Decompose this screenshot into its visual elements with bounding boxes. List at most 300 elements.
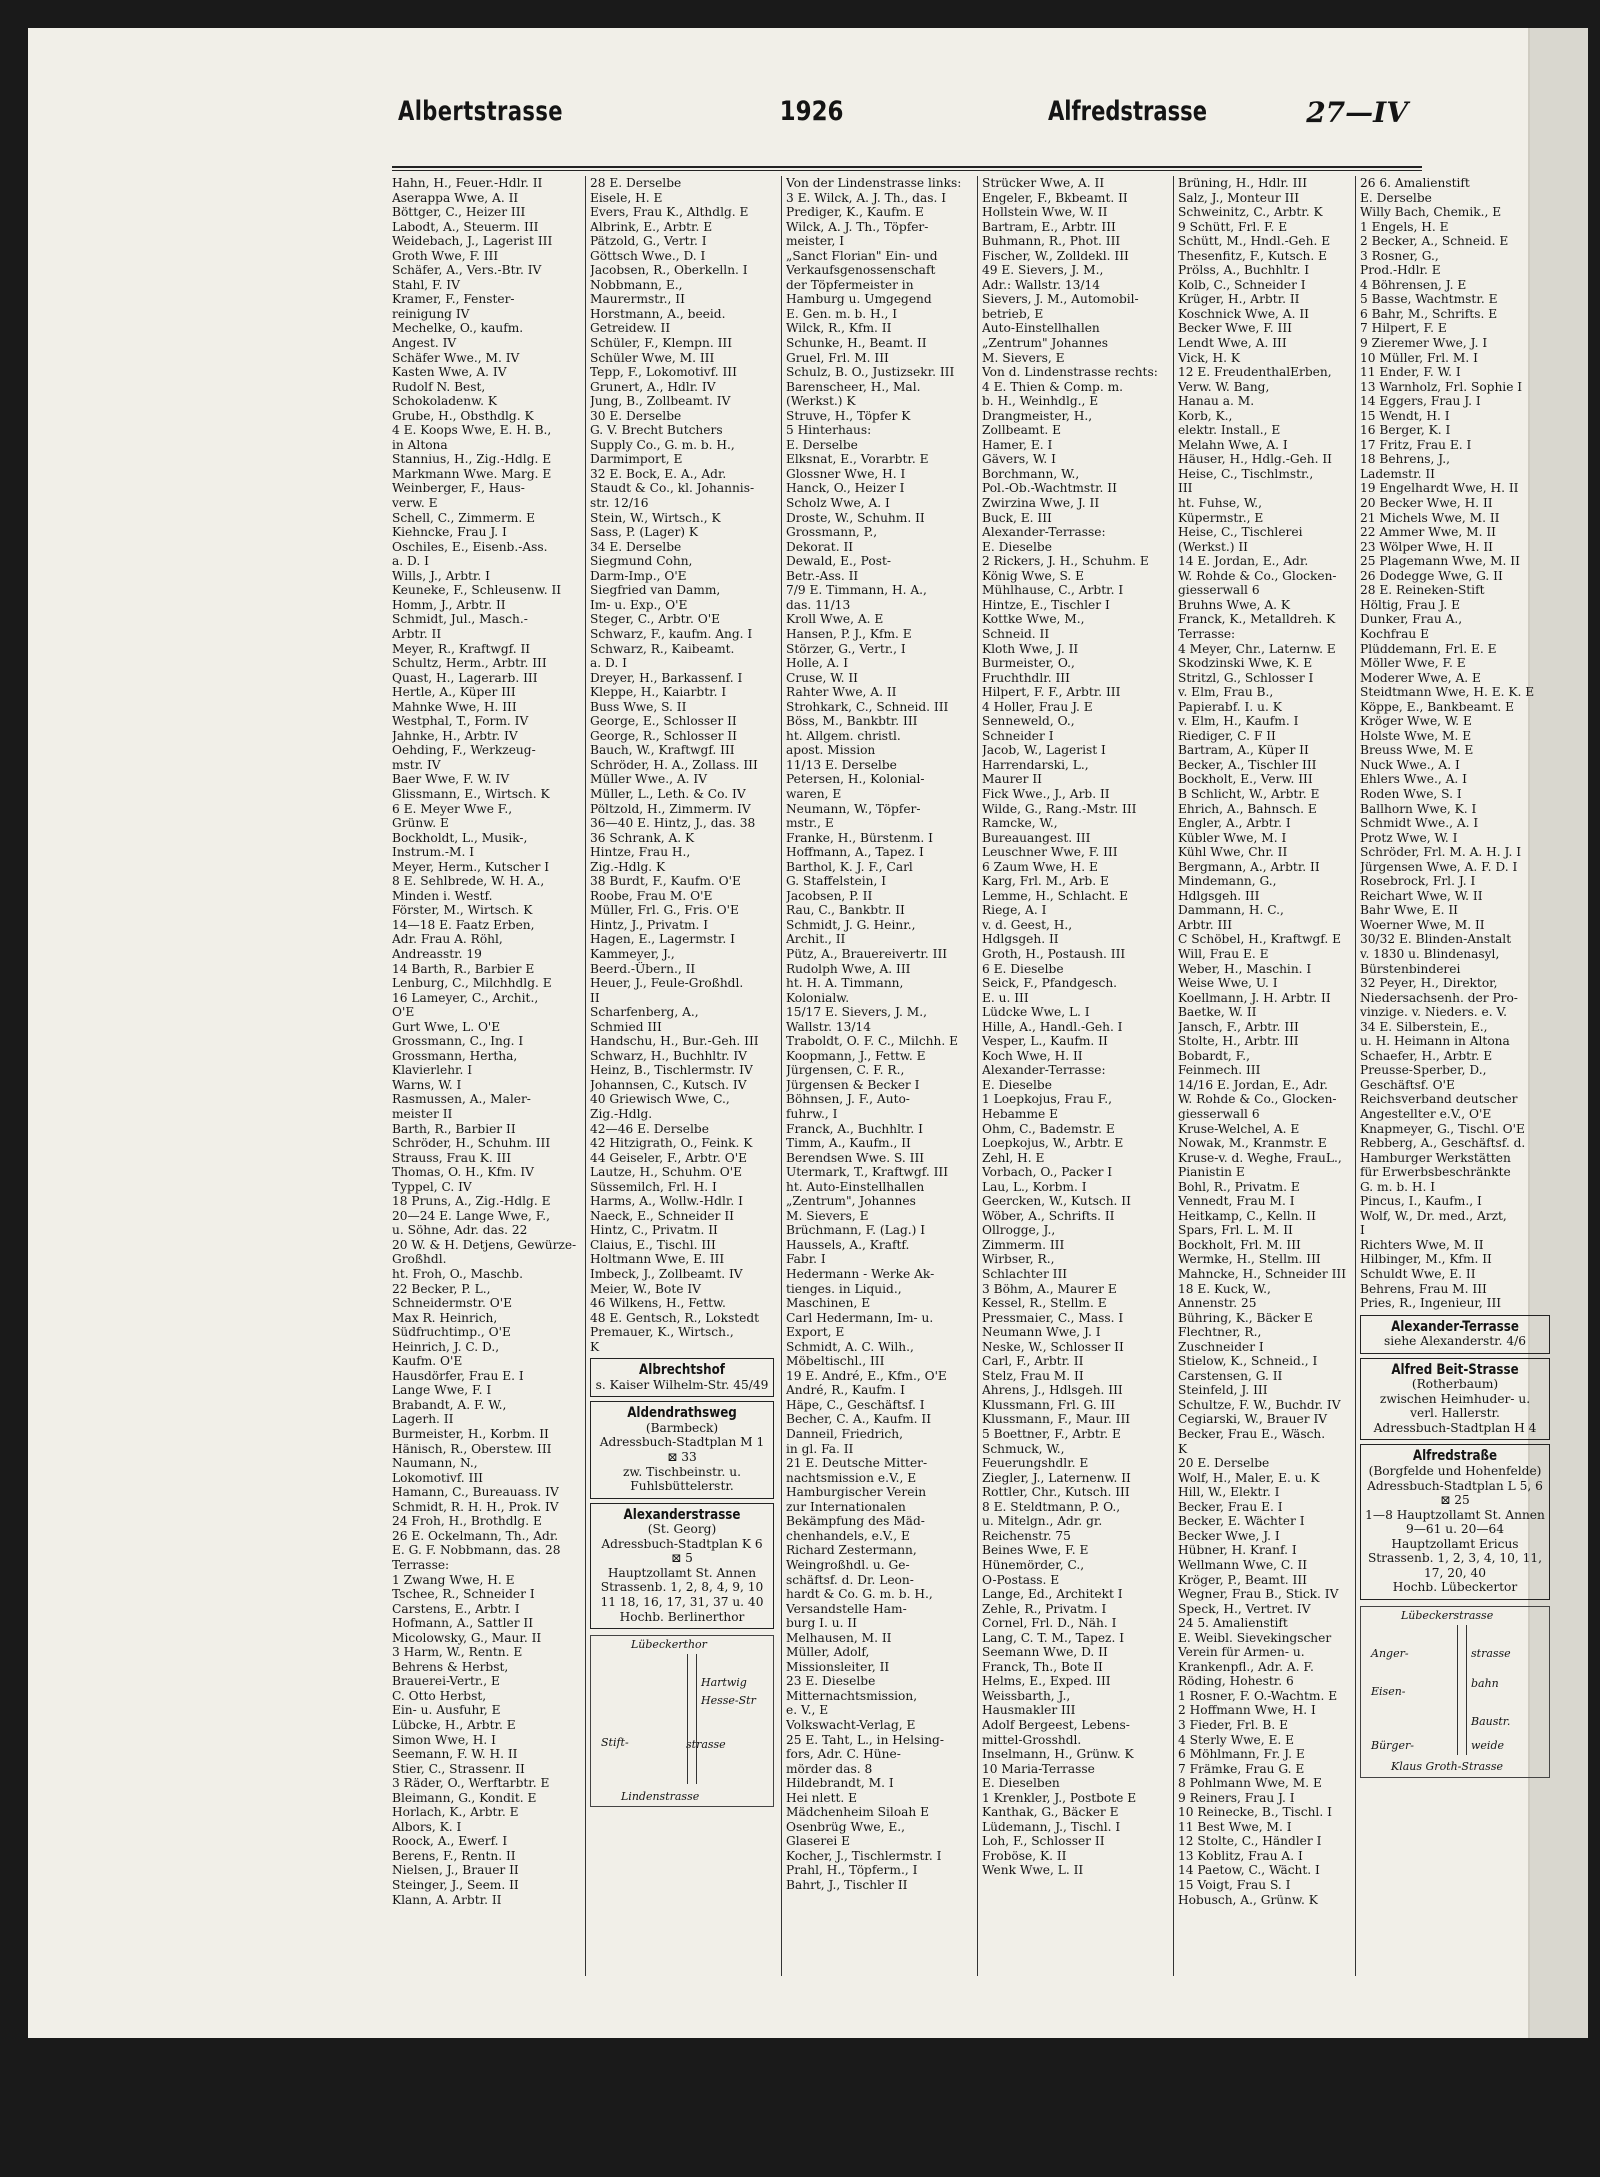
directory-entry: Verkaufsgenossenschaft [786, 263, 936, 278]
directory-entry: Behrens & Herbst, [392, 1659, 509, 1674]
directory-entry: Kramer, F., Fenster- [392, 292, 515, 307]
directory-entry: ht. Auto-Einstellhallen [786, 1179, 925, 1194]
directory-entry: Holtmann Wwe, E. III [590, 1252, 725, 1267]
directory-entry: 19 E. André, E., Kfm., O'E [786, 1368, 947, 1383]
directory-entry: Koschnick Wwe, A. II [1178, 306, 1309, 321]
street-section-title: Aldendrathsweg [627, 1405, 737, 1422]
directory-entry: Weinberger, F., Haus- [392, 481, 525, 496]
directory-entry: 38 Burdt, F., Kaufm. O'E [590, 874, 741, 889]
directory-entry: Speck, H., Vertret. IV [1178, 1601, 1311, 1616]
directory-entry: Labodt, A., Steuerm. III [392, 219, 539, 234]
directory-entry: Maurermstr., II [590, 292, 685, 307]
directory-entry: 1 Loepkojus, Frau F., [982, 1092, 1113, 1107]
directory-entry: Melhausen, M. II [786, 1630, 892, 1645]
directory-entry: Schokoladenw. K [392, 394, 497, 409]
directory-entry: Geschäftsf. O'E [1360, 1077, 1455, 1092]
directory-entry: Cruse, W. II [786, 670, 858, 685]
directory-entry: Holle, A. I [786, 656, 849, 671]
column-3 [786, 176, 970, 1986]
directory-entry: 24 5. Amalienstift [1178, 1616, 1288, 1631]
directory-entry: 5 Boettner, F., Arbtr. E [982, 1427, 1121, 1442]
directory-entry: E. u. III [982, 990, 1029, 1005]
directory-entry: Kaufm. O'E [392, 1354, 463, 1369]
directory-entry: III [1178, 481, 1193, 496]
directory-entry: E. Weibl. Sievekingscher [1178, 1630, 1332, 1645]
directory-entry: Behrens, Frau M. III [1360, 1281, 1487, 1296]
directory-entry: Brüning, H., Hdlr. III [1178, 176, 1308, 190]
directory-entry: Kolb, C., Schneider I [1178, 277, 1306, 292]
directory-entry: Lendt Wwe, A. III [1178, 336, 1287, 351]
directory-entry: 34 E. Silberstein, E., [1360, 1019, 1488, 1034]
directory-entry: 4 Böhrensen, J. E [1360, 277, 1467, 292]
directory-entry: Angest. IV [392, 336, 457, 351]
directory-entry: 8 Pohlmann Wwe, M. E [1178, 1776, 1322, 1791]
directory-entry: 1—8 Hauptzollamt St. Annen [1365, 1507, 1545, 1522]
directory-entry: Franck, A., Buchhltr. I [786, 1121, 923, 1136]
directory-entry: Köppe, E., Bankbeamt. E [1360, 699, 1515, 714]
directory-entry: Aserappa Wwe, A. II [392, 190, 519, 205]
directory-entry: E. Derselbe [1360, 190, 1432, 205]
directory-entry: 32 E. Bock, E. A., Adr. [590, 466, 727, 481]
directory-entry: Zig.-Hdlg. [590, 1107, 653, 1121]
directory-entry: Schweinitz, C., Arbtr. K [1178, 205, 1323, 220]
directory-entry: Siegmund Cohn, [590, 554, 693, 569]
street-section-title: Albrechtshof [639, 1362, 725, 1379]
running-head-year: 1926 [779, 96, 844, 127]
directory-entry: Albors, K. I [392, 1819, 462, 1834]
directory-entry: 2 Becker, A., Schneid. E [1360, 234, 1509, 249]
directory-entry: 1 Engels, H. E [1360, 219, 1449, 234]
directory-entry: Missionsleiter, II [786, 1659, 890, 1674]
directory-entry: Scharfenberg, A., [590, 1005, 699, 1020]
directory-entry: Buhmann, R., Phot. III [982, 234, 1121, 249]
directory-entry: Ahrens, J., Hdlsgeh. III [982, 1383, 1123, 1398]
directory-entry: burg I. u. II [786, 1616, 857, 1631]
directory-entry: Versandstelle Ham- [786, 1601, 907, 1616]
directory-entry: Zig.-Hdlg. K [590, 859, 666, 874]
directory-entry: 18 Behrens, J., [1360, 452, 1450, 467]
directory-entry: Meier, W., Bote IV [590, 1281, 701, 1296]
directory-entry: 22 Ammer Wwe, M. II [1360, 525, 1496, 540]
directory-entry: Pressmaier, C., Mass. I [982, 1310, 1124, 1325]
directory-entry: Hofmann, A., Sattler II [392, 1616, 534, 1631]
directory-entry: 17, 20, 40 [1423, 1565, 1487, 1580]
directory-entry: Stannius, H., Zig.-Hdlg. E [392, 452, 552, 467]
directory-entry: Möbeltischl., III [786, 1354, 885, 1369]
directory-entry: ht. Fuhse, W., [1178, 496, 1263, 511]
directory-entry: Wöber, A., Schrifts. II [982, 1208, 1115, 1223]
directory-entry: Kocher, J., Tischlermstr. I [786, 1848, 942, 1863]
directory-entry: tienges. in Liquid., [786, 1281, 902, 1296]
directory-entry: Hamer, E. I [982, 437, 1053, 452]
directory-entry: Heise, C., Tischlmstr., [1178, 466, 1314, 481]
directory-entry: Rasmussen, A., Maler- [392, 1092, 531, 1107]
directory-entry: Kanthak, G., Bäcker E [982, 1805, 1119, 1820]
directory-entry: Röding, Hohestr. 6 [1178, 1674, 1294, 1689]
directory-entry: u. H. Heimann in Altona [1360, 1034, 1510, 1049]
directory-entry: Osenbrüg Wwe, E., [786, 1819, 906, 1834]
directory-entry: Adolf Bergeest, Lebens- [982, 1717, 1130, 1732]
directory-entry: 4 Meyer, Chr., Laternw. E [1178, 641, 1336, 656]
directory-entry: meister, I [786, 234, 845, 249]
directory-entry: Hamann, C., Bureauass. IV [392, 1485, 559, 1500]
directory-entry: Klussmann, F., Maur. III [982, 1412, 1131, 1427]
directory-entry: Ziegler, J., Laternenw. II [982, 1470, 1131, 1485]
directory-entry: 17 Fritz, Frau E. I [1360, 437, 1472, 452]
directory-entry: nachtsmission e.V., E [786, 1470, 917, 1485]
directory-entry: 22 Becker, P. L., [392, 1281, 491, 1296]
directory-entry: Schulz, B. O., Justizsekr. III [786, 365, 955, 380]
directory-entry: Protz Wwe, W. I [1360, 830, 1458, 845]
directory-entry: Hagen, E., Lagermstr. I [590, 932, 735, 947]
directory-entry: Kruse-v. d. Weghe, FrauL., [1178, 1150, 1342, 1165]
directory-entry: Grube, H., Obsthdlg. K [392, 408, 534, 423]
directory-entry: W. Rohde & Co., Glocken- [1178, 1092, 1337, 1107]
directory-entry: Dekorat. II [786, 539, 854, 554]
directory-entry: waren, E [786, 786, 842, 801]
directory-entry: Ballhorn Wwe, K. I [1360, 801, 1477, 816]
directory-entry: Schmidt, R. H. H., Prok. IV [392, 1499, 559, 1514]
directory-entry: Typpel, C. IV [392, 1179, 472, 1194]
directory-entry: 14 Paetow, C., Wächt. I [1178, 1863, 1320, 1878]
directory-entry: Spars, Frl. L. M. II [1178, 1223, 1293, 1238]
directory-entry: Adressbuch-Stadtplan K 6 [601, 1536, 763, 1551]
directory-entry: Im- u. Exp., O'E [590, 597, 688, 612]
directory-entry: Knapmeyer, G., Tischl. O'E [1360, 1121, 1525, 1136]
directory-entry: 20 E. Derselbe [1178, 1456, 1270, 1471]
directory-entry: Volkswacht-Verlag, E [786, 1717, 916, 1732]
directory-entry: Fick Wwe., J., Arb. II [982, 786, 1110, 801]
directory-entry: Vick, H. K [1178, 350, 1240, 365]
directory-entry: Dunker, Frau A., [1360, 612, 1463, 627]
directory-entry: Vorbach, O., Packer I [982, 1165, 1113, 1180]
directory-entry: Ein- u. Ausfuhr, E [392, 1703, 501, 1718]
directory-entry: Lautze, H., Schuhm. O'E [590, 1165, 743, 1180]
directory-entry: Hebamme E [982, 1107, 1059, 1121]
directory-entry: 12 E. FreudenthalErben, [1178, 365, 1332, 380]
directory-entry: Loepkojus, W., Arbtr. E [982, 1136, 1124, 1151]
directory-entry: 24 Froh, H., Brothdlg. E [392, 1514, 542, 1529]
directory-entry: Betr.-Ass. II [786, 568, 859, 583]
directory-entry: Oehding, F., Werkzeug- [392, 743, 536, 758]
directory-entry: Bartram, A., Küper II [1178, 743, 1309, 758]
directory-entry: Woerner Wwe, M. II [1360, 917, 1485, 932]
directory-entry: 14—18 E. Faatz Erben, [392, 917, 535, 932]
directory-entry: Stein, W., Wirtsch., K [590, 510, 721, 525]
directory-entry: b. H., Weinhdlg., E [982, 394, 1099, 409]
directory-entry: Seemann, F. W. H. II [392, 1747, 518, 1762]
directory-entry: zwischen Heimhuder- u. [1379, 1391, 1531, 1406]
street-section-title: Alfredstraße [1412, 1448, 1498, 1465]
directory-entry: Helms, E., Exped. III [982, 1674, 1111, 1689]
directory-entry: 26 E. Ockelmann, Th., Adr. [392, 1528, 559, 1543]
directory-entry: Buck, E. III [982, 510, 1052, 525]
directory-entry: Andreasstr. 19 [392, 946, 482, 961]
directory-entry: Hoffmann, A., Tapez. I [786, 845, 924, 860]
directory-entry: Archit., II [786, 932, 846, 947]
directory-entry: Gurt Wwe, L. O'E [392, 1019, 501, 1034]
directory-entry: Südfruchtimp., O'E [392, 1325, 511, 1340]
directory-entry: Buss Wwe, S. II [590, 699, 687, 714]
directory-entry: Jürgensen & Becker I [786, 1077, 920, 1092]
directory-entry: Becker, Frau E., Wäsch. [1178, 1427, 1326, 1442]
directory-entry: Höltig, Frau J. E [1360, 597, 1461, 612]
directory-entry: 25 Plagemann Wwe, M. II [1360, 554, 1520, 569]
directory-entry: Drangmeister, H., [982, 408, 1093, 423]
directory-entry: Adr. Frau A. Röhl, [392, 932, 503, 947]
running-head-left: Albertstrasse [398, 96, 563, 127]
directory-entry: Adressbuch-Stadtplan M 1 [599, 1435, 765, 1450]
directory-entry: 44 Geiseler, F., Arbtr. O'E [590, 1150, 748, 1165]
directory-entry: Hanck, O., Heizer I [786, 481, 905, 496]
directory-entry: Neumann Wwe, J. I [982, 1325, 1101, 1340]
directory-entry: Schwarz, H., Buchhltr. IV [590, 1048, 747, 1063]
directory-entry: 11 Ender, F. W. I [1360, 365, 1461, 380]
directory-entry: Glossner Wwe, H. I [786, 466, 906, 481]
directory-entry: Johannsen, C., Kutsch. IV [590, 1077, 747, 1092]
directory-entry: Jacob, W., Lagerist I [982, 743, 1106, 758]
directory-entry: 3 Harm, W., Rentn. E [392, 1645, 523, 1660]
directory-entry: Hedermann - Werke Ak- [786, 1267, 935, 1282]
directory-entry: Schäfer Wwe., M. IV [392, 350, 520, 365]
directory-entry: Wirbser, R., [982, 1252, 1055, 1267]
directory-entry: Bartram, E., Arbtr. III [982, 219, 1116, 234]
directory-entry: Grossmann, C., Ing. I [392, 1034, 524, 1049]
directory-entry: Keuneke, F., Schleusenw. II [392, 583, 562, 598]
directory-entry: Meyer, R., Kraftwgf. II [392, 641, 531, 656]
directory-entry: Roock, A., Ewerf. I [392, 1834, 508, 1849]
directory-entry: Beerd.-Übern., II [590, 961, 696, 976]
directory-entry: Böss, M., Bankbtr. III [786, 714, 918, 729]
directory-entry: Neumann, W., Töpfer- [786, 801, 921, 816]
directory-entry: Hill, W., Elektr. I [1178, 1485, 1280, 1500]
column-divider [781, 176, 782, 1976]
directory-entry: Rau, C., Bankbtr. II [786, 903, 905, 918]
directory-entry: Bockholdt, L., Musik-, [392, 830, 528, 845]
directory-entry: Arbtr. II [392, 626, 442, 641]
directory-entry: Willy Bach, Chemik., E [1360, 205, 1502, 220]
directory-entry: Harrendarski, L., [982, 757, 1089, 772]
directory-entry: Steger, C., Arbtr. O'E [590, 612, 721, 627]
directory-entry: Harms, A., Wollw.-Hdlr. I [590, 1194, 743, 1209]
directory-entry: Max R. Heinrich, [392, 1310, 498, 1325]
directory-entry: giesserwall 6 [1178, 583, 1260, 598]
directory-entry: Naeck, E., Schneider II [590, 1208, 734, 1223]
directory-entry: Von der Lindenstrasse links: [786, 176, 962, 190]
directory-entry: Warns, W. I [392, 1077, 462, 1092]
directory-entry: Melahn Wwe, A. I [1178, 437, 1288, 452]
directory-entry: 3 Böhm, A., Maurer E [982, 1281, 1117, 1296]
directory-entry: Markmann Wwe. Marg. E [392, 466, 552, 481]
directory-entry: apost. Mission [786, 743, 876, 758]
directory-entry: Evers, Frau K., Althdlg. E [590, 205, 749, 220]
directory-entry: Premauer, K., Wirtsch., [590, 1325, 734, 1340]
directory-entry: Nowak, M., Kranmstr. E [1178, 1136, 1327, 1151]
header-rule [392, 166, 1422, 168]
directory-entry: Maschinen, E [786, 1296, 871, 1311]
directory-entry: Zollbeamt. E [982, 423, 1061, 438]
directory-entry: 40 Griewisch Wwe, C., [590, 1092, 730, 1107]
column-divider [585, 176, 586, 1976]
street-map [590, 1635, 774, 1807]
directory-entry: Hänisch, R., Oberstew. III [392, 1441, 552, 1456]
directory-entry: 1 Zwang Wwe, H. E [392, 1572, 515, 1587]
directory-entry: Cornel, Frl. D., Näh. I [982, 1616, 1117, 1631]
directory-entry: II [590, 990, 600, 1005]
directory-entry: Hünemörder, C., [982, 1557, 1085, 1572]
map-label: strasse [686, 1738, 726, 1752]
map-label: Baustr. [1471, 1714, 1511, 1728]
directory-entry: s. Kaiser Wilhelm-Str. 45/49 [595, 1377, 769, 1392]
directory-entry: Strücker Wwe, A. II [982, 176, 1105, 190]
directory-entry: 49 E. Sievers, J. M., [982, 263, 1104, 278]
directory-entry: Pätzold, G., Vertr. I [590, 234, 707, 249]
column-6 [1360, 176, 1550, 1986]
directory-entry: Hilpert, F. F., Arbtr. III [982, 685, 1121, 700]
directory-entry: 32 Peyer, H., Direktor, [1360, 976, 1498, 991]
directory-entry: elektr. Install., E [1178, 423, 1281, 438]
map-label: strasse [1471, 1646, 1511, 1660]
directory-entry: Häuser, H., Hdlg.-Geh. II [1178, 452, 1332, 467]
directory-entry: „Zentrum", Johannes [786, 1194, 916, 1209]
directory-entry: Micolowsky, G., Maur. II [392, 1630, 542, 1645]
directory-entry: Groth Wwe, F. III [392, 248, 499, 263]
directory-entry: André, R., Kaufm. I [786, 1383, 905, 1398]
directory-entry: hardt & Co. G. m. b. H., [786, 1587, 933, 1602]
directory-entry: Traboldt, O. F. C., Milchh. E [786, 1034, 958, 1049]
directory-entry: Reichenstr. 75 [982, 1528, 1071, 1543]
directory-entry: Hübner, H. Kranf. I [1178, 1543, 1297, 1558]
directory-entry: Flechtner, R., [1178, 1325, 1262, 1340]
directory-entry: Grünw. E [392, 816, 449, 831]
directory-entry: 14 Eggers, Frau J. I [1360, 394, 1481, 409]
directory-entry: Hille, A., Handl.-Geh. I [982, 1019, 1123, 1034]
directory-entry: Schmied III [590, 1019, 662, 1034]
directory-entry: Becher, C. A., Kaufm. II [786, 1412, 932, 1427]
directory-entry: Stielow, K., Schneid., I [1178, 1354, 1318, 1369]
directory-entry: Nobbmann, E., [590, 277, 683, 292]
directory-entry: Schröder, H., Schuhm. III [392, 1136, 551, 1151]
directory-entry: I [1360, 1223, 1365, 1238]
directory-entry: Bockholt, E., Verw. III [1178, 772, 1313, 787]
directory-entry: Hollstein Wwe, W. II [982, 205, 1108, 220]
directory-entry: (St. Georg) [647, 1522, 717, 1537]
directory-entry: Arbtr. III [1178, 917, 1233, 932]
directory-entry: Wilde, G., Rang.-Mstr. III [982, 801, 1137, 816]
directory-entry: Zehl, H. E [982, 1150, 1045, 1165]
directory-entry: Kessel, R., Stellm. E [982, 1296, 1107, 1311]
directory-entry: Alexander-Terrasse: [982, 1063, 1106, 1078]
directory-entry: E. Dieselben [982, 1776, 1060, 1791]
directory-entry: Bureauangest. III [982, 830, 1091, 845]
directory-entry: Barthol, K. J. F., Carl [786, 859, 913, 874]
map-label: Eisen- [1371, 1684, 1406, 1698]
directory-entry: Petersen, H., Kolonial- [786, 772, 925, 787]
directory-entry: Kleppe, H., Kaiarbtr. I [590, 685, 727, 700]
directory-entry: Heitkamp, C., Kelln. II [1178, 1208, 1316, 1223]
directory-entry: zw. Tischbeinstr. u. [623, 1464, 741, 1479]
directory-entry: Krankenpfl., Adr. A. F. [1178, 1659, 1314, 1674]
directory-entry: Jürgensen, C. F. R., [786, 1063, 905, 1078]
directory-entry: Hilbinger, M., Kfm. II [1360, 1252, 1492, 1267]
directory-entry: Prediger, K., Kaufm. E [786, 205, 924, 220]
directory-entry: 9 Zieremer Wwe, J. I [1360, 336, 1488, 351]
directory-entry: Supply Co., G. m. b. H., [590, 437, 735, 452]
directory-entry: Richard Zestermann, [786, 1543, 917, 1558]
directory-entry: Hertle, A., Küper III [392, 685, 516, 700]
directory-entry: Oschiles, E., Eisenb.-Ass. [392, 539, 548, 554]
directory-entry: Schäfer, A., Vers.-Btr. IV [392, 263, 542, 278]
directory-entry: Pianistin E [1178, 1165, 1245, 1180]
directory-entry: Riediger, C. F II [1178, 728, 1276, 743]
directory-entry: Hausdörfer, Frau E. I [392, 1368, 524, 1383]
page-header [368, 96, 1408, 136]
directory-entry: Plüddemann, Frl. E. E [1360, 641, 1497, 656]
directory-entry: Jansch, F., Arbtr. III [1178, 1019, 1299, 1034]
directory-entry: Klussmann, Frl. G. III [982, 1397, 1116, 1412]
directory-entry: Lademstr. II [1360, 466, 1435, 481]
directory-entry: Scholz Wwe, A. I [786, 496, 890, 511]
directory-entry: M. Sievers, E [982, 350, 1065, 365]
directory-entry: 9—61 u. 20—64 [1405, 1522, 1505, 1537]
directory-entry: 18 Pruns, A., Zig.-Hdlg. E [392, 1194, 551, 1209]
directory-entry: Becker, E. Wächter I [1178, 1514, 1305, 1529]
directory-entry: Franke, H., Bürstenm. I [786, 830, 933, 845]
directory-entry: Zwirzina Wwe, J. II [982, 496, 1100, 511]
directory-entry: Reichsverband deutscher [1360, 1092, 1518, 1107]
directory-entry: Schmidt, J. G. Heinr., [786, 917, 916, 932]
directory-entry: 16 Berger, K. I [1360, 423, 1451, 438]
directory-entry: Tschee, R., Schneider I [392, 1587, 535, 1602]
directory-entry: Zimmerm. III [982, 1237, 1065, 1252]
directory-entry: Rahter Wwe, A. II [786, 685, 897, 700]
directory-entry: Brüchmann, F. (Lag.) I [786, 1223, 926, 1238]
directory-entry: Lüdcke Wwe, L. I [982, 1005, 1090, 1020]
directory-entry: Gruel, Frl. M. III [786, 350, 889, 365]
map-label: weide [1471, 1738, 1504, 1752]
directory-entry: 8 E. Sehlbrede, W. H. A., [392, 874, 545, 889]
directory-entry: 14/16 E. Jordan, E., Adr. [1178, 1077, 1328, 1092]
directory-entry: Becker, Frau E. I [1178, 1499, 1283, 1514]
directory-entry: Böhnsen, J. F., Auto- [786, 1092, 910, 1107]
directory-entry: George, R., Schlosser II [590, 728, 737, 743]
directory-entry: König Wwe, S. E [982, 568, 1085, 583]
directory-entry: Imbeck, J., Zollbeamt. IV [590, 1267, 743, 1282]
directory-entry: ⊠ 33 [667, 1450, 697, 1465]
directory-entry: 28 E. Derselbe [590, 176, 682, 190]
directory-entry: ht. Froh, O., Maschb. [392, 1267, 523, 1282]
directory-entry: Roden Wwe, S. I [1360, 786, 1462, 801]
directory-entry: Rosebrock, Frl. J. I [1360, 874, 1476, 889]
directory-entry: Schütt, M., Hndl.-Geh. E [1178, 234, 1331, 249]
directory-entry: ⊠ 5 [671, 1551, 693, 1566]
directory-entry: Mindemann, G., [1178, 874, 1277, 889]
directory-entry: Kroll Wwe, A. E [786, 612, 884, 627]
directory-entry: a. D. I [590, 656, 627, 671]
directory-entry: Tepp, F., Lokomotivf. III [590, 365, 737, 380]
directory-entry: Alexander-Terrasse: [982, 525, 1106, 540]
directory-entry: Koopmann, J., Fettw. E [786, 1048, 926, 1063]
directory-entry: für Erwerbsbeschränkte [1360, 1165, 1511, 1180]
directory-entry: Barth, R., Barbier II [392, 1121, 516, 1136]
directory-entry: Minden i. Westf. [392, 888, 493, 903]
directory-entry: Stritzl, G., Schlosser I [1178, 670, 1314, 685]
directory-entry: Berendsen Wwe. S. III [786, 1150, 925, 1165]
directory-entry: 21 Michels Wwe, M. II [1360, 510, 1500, 525]
directory-entry: Becker Wwe, F. III [1178, 321, 1292, 336]
directory-entry: v. d. Geest, H., [982, 917, 1073, 932]
directory-entry: Engeler, F., Bkbeamt. II [982, 190, 1128, 205]
